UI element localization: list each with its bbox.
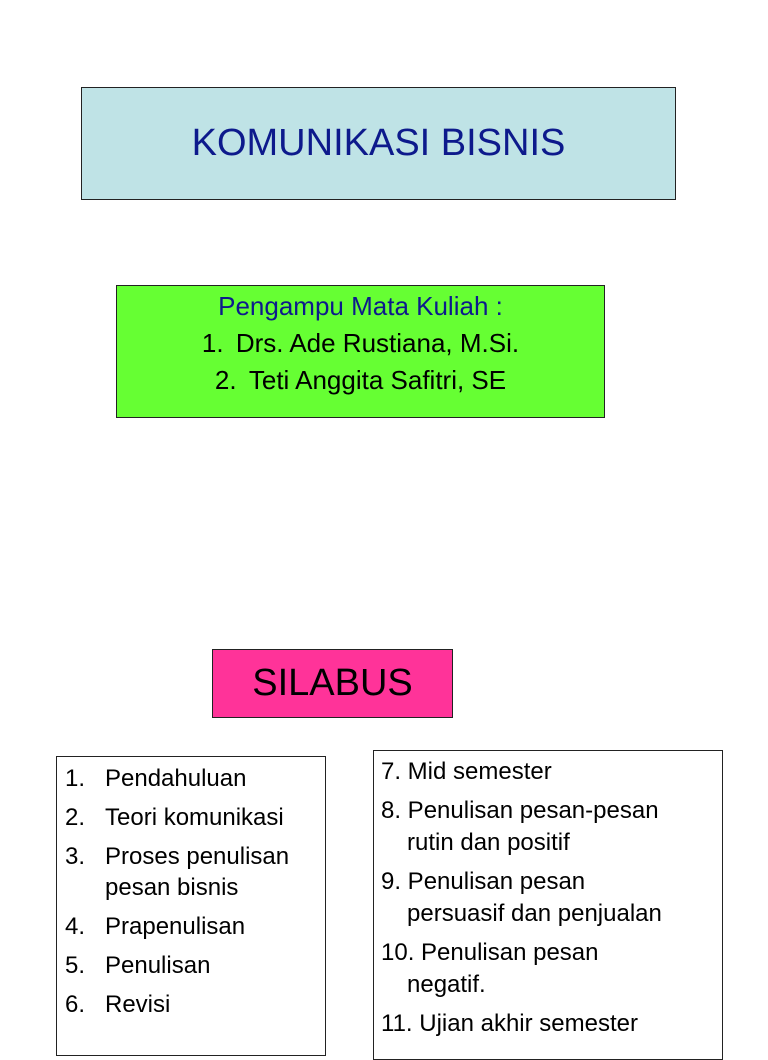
item-text: Revisi (105, 991, 171, 1018)
item-text-cont: negatif. (407, 971, 486, 998)
item-text-cont: persuasif dan penjualan (407, 900, 662, 927)
silabus-box (212, 649, 453, 718)
item-text: 10. Penulisan pesan (381, 939, 599, 966)
list-item (65, 950, 325, 981)
list-item (65, 841, 325, 903)
page-title: KOMUNIKASI BISNIS (191, 122, 566, 164)
item-number: 1. (65, 765, 86, 792)
lecturer-item (117, 362, 604, 399)
list-item (381, 795, 722, 859)
item-text: 11. Ujian akhir semester (381, 1010, 638, 1037)
lecturer-number: 2. (214, 365, 237, 395)
silabus-label: SILABUS (252, 662, 413, 704)
item-text: Prapenulisan (105, 913, 246, 940)
item-text: 8. Penulisan pesan-pesan (381, 797, 659, 824)
list-item (381, 866, 722, 930)
lecturers-box (116, 285, 605, 418)
item-text: Pendahuluan (105, 765, 247, 792)
item-number: 4. (65, 913, 86, 940)
item-number: 3. (65, 843, 86, 870)
list-item (65, 911, 325, 942)
list-item (381, 756, 722, 788)
list-item (381, 1008, 722, 1040)
item-text-cont: rutin dan positif (407, 829, 570, 856)
item-text: Teori komunikasi (105, 804, 284, 831)
lecturers-heading: Pengampu Mata Kuliah : (218, 291, 503, 321)
syllabus-list-right (373, 750, 723, 1060)
syllabus-list-left (56, 756, 326, 1056)
list-item (65, 989, 325, 1020)
lecturer-name: Teti Anggita Safitri, SE (248, 365, 507, 395)
item-number: 5. (65, 952, 86, 979)
item-text: 9. Penulisan pesan (381, 868, 586, 895)
item-text: 7. Mid semester (381, 758, 552, 785)
lecturer-number: 1. (201, 328, 224, 358)
item-text: Proses penulisan pesan bisnis (105, 843, 290, 901)
lecturer-name: Drs. Ade Rustiana, M.Si. (235, 328, 520, 358)
item-number: 6. (65, 991, 86, 1018)
item-number: 2. (65, 804, 86, 831)
list-item (381, 937, 722, 1001)
list-item (65, 763, 325, 794)
title-box (81, 87, 676, 200)
item-text: Penulisan (105, 952, 211, 979)
list-item (65, 802, 325, 833)
lecturer-item (117, 325, 604, 362)
